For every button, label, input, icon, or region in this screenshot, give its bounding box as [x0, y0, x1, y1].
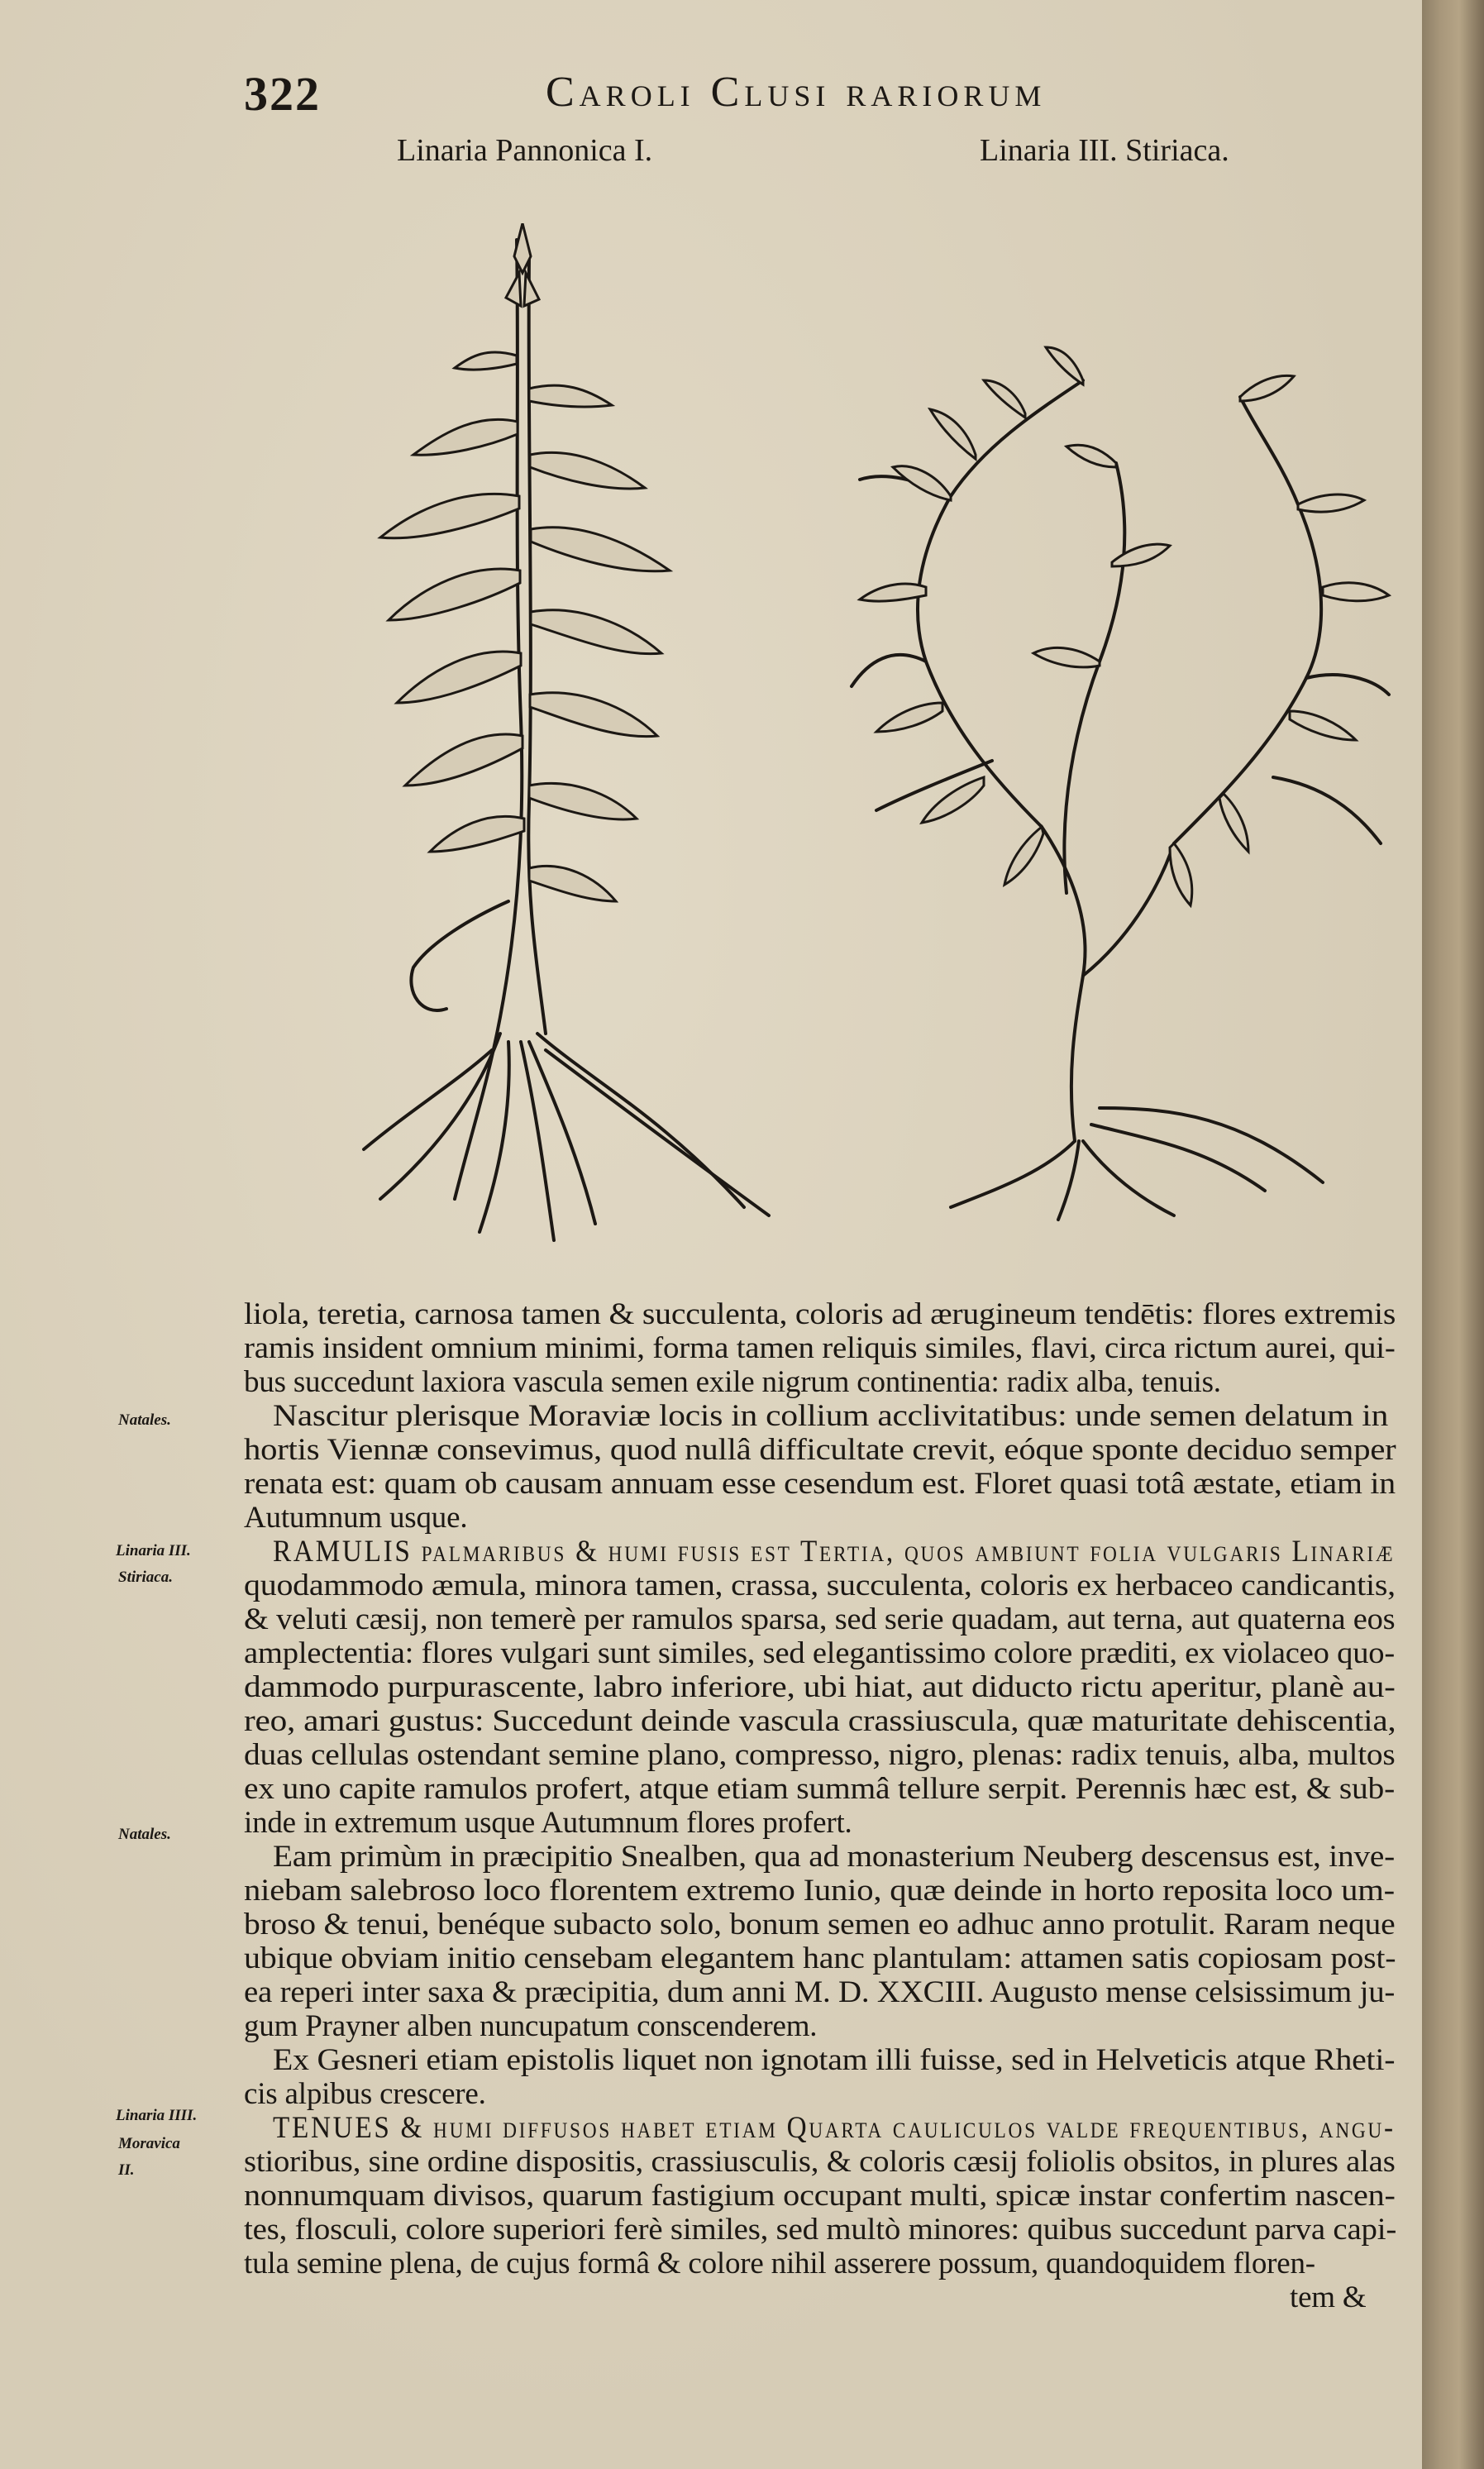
plate-caption-left: Linaria Pannonica I.	[397, 133, 653, 168]
margin-note-ii: II.	[118, 2161, 135, 2179]
body-line: amplectentia: flores vulgari sunt similes, sed elegantissimo colore præditi, ex violaceo quo-	[244, 1636, 1396, 1670]
plate-caption-right: Linaria III. Stiriaca.	[980, 133, 1229, 168]
body-line: quodammodo æmula, minora tamen, crassa, succulenta, coloris ex herbaceo candicantis,	[244, 1569, 1396, 1602]
body-line: niebam salebroso loco florentem extremo Iunio, quæ deinde in horto reposita loco um-	[244, 1874, 1395, 1908]
body-line: hortis Viennæ consevimus, quod nullâ difficultate crevit, eóque sponte deciduo semper	[244, 1433, 1396, 1467]
margin-note-linaria-iiii: Linaria IIII.	[116, 2107, 198, 2124]
woodcut-linaria-stiriaca	[827, 314, 1405, 1224]
body-line: duas cellulas ostendant semine plano, compresso, nigro, plenas: radix tenuis, alba, multos	[244, 1738, 1396, 1772]
body-line: dammodo purpurascente, labro inferiore, ubi hiat, aut diducto rictu aperitur, planè au-	[244, 1670, 1396, 1704]
margin-note-natales-1: Natales.	[118, 1411, 171, 1429]
body-line: bus succedunt laxiora vascula semen exile nigrum continentia: radix alba, tenuis.	[244, 1365, 1221, 1399]
book-gutter-edge	[1422, 0, 1484, 2469]
margin-note-natales-2: Natales.	[118, 1826, 171, 1843]
body-line: stioribus, sine ordine dispositis, crassiusculis, & coloris cæsij foliolis obsitos, in plures alas	[244, 2145, 1396, 2179]
body-line: inde in extremum usque Autumnum flores profert.	[244, 1806, 852, 1840]
body-line: renata est: quam ob causam annuam esse cesendum est. Floret quasi totâ æstate, etiam in	[244, 1467, 1396, 1501]
body-line: ea reperi inter saxa & præcipitia, dum anni M. D. XXCIII. Augusto mense celsissimum ju-	[244, 1975, 1396, 2009]
body-line: TENUES & humi diffusos habet etiam Quarta cauliculos valde frequentibus, angu-	[273, 2111, 1396, 2145]
body-line: RAMULIS palmaribus & humi fusis est Tertia, quos ambiunt folia vulgaris Linariæ	[273, 1535, 1396, 1569]
body-line: ramis insident omnium minimi, forma tamen reliquis similes, flavi, circa rictum aurei, qui-	[244, 1331, 1396, 1365]
body-line: Nascitur plerisque Moraviæ locis in collium acclivitatibus: unde semen delatum in	[273, 1399, 1389, 1433]
body-line: tes, flosculi, colore superiori ferè similes, sed multò minores: quibus succedunt parva capi-	[244, 2213, 1397, 2247]
running-title: Caroli Clusi rariorum	[546, 69, 1047, 116]
page-number: 322	[244, 67, 321, 121]
margin-note-linaria-iii: Linaria III.	[116, 1542, 191, 1559]
body-line: Eam primùm in præcipitio Snealben, qua ad monasterium Neuberg descensus est, inve-	[273, 1840, 1396, 1874]
body-line: gum Prayner alben nuncupatum conscenderem.	[244, 2009, 818, 2043]
body-line: ex uno capite ramulos profert, atque etiam summâ tellure serpit. Perennis hæc est, & sub-	[244, 1772, 1396, 1806]
body-line: nonnumquam divisos, quarum fastigium occupant multi, spicæ instar confertim nascen-	[244, 2179, 1396, 2213]
body-line: & veluti cæsij, non temerè per ramulos sparsa, sed serie quadam, aut terna, aut quaterna eos	[244, 1602, 1396, 1636]
catchword: tem &	[1290, 2280, 1367, 2314]
woodcut-linaria-pannonica	[331, 223, 794, 1257]
body-line: Autumnum usque.	[244, 1501, 468, 1535]
body-line: tula semine plena, de cujus formâ & colore nihil asserere possum, quandoquidem floren-	[244, 2247, 1315, 2280]
margin-note-stiriaca: Stiriaca.	[118, 1569, 173, 1586]
body-line: ubique obviam initio censebam elegantem hanc plantulam: attamen satis copiosam post-	[244, 1941, 1396, 1975]
body-line: reo, amari gustus: Succedunt deinde vascula crassiuscula, quæ maturitate dehiscentia,	[244, 1704, 1396, 1738]
margin-note-moravica: Moravica	[118, 2135, 180, 2152]
body-line: liola, teretia, carnosa tamen & succulenta, coloris ad ærugineum tendētis: flores extremis	[244, 1297, 1396, 1331]
body-line: cis alpibus crescere.	[244, 2077, 486, 2111]
body-line: broso & tenui, benéque subacto solo, bonum semen eo adhuc anno protulit. Raram neque	[244, 1908, 1396, 1941]
body-line: Ex Gesneri etiam epistolis liquet non ignotam illi fuisse, sed in Helveticis atque Rheti-	[273, 2043, 1396, 2077]
